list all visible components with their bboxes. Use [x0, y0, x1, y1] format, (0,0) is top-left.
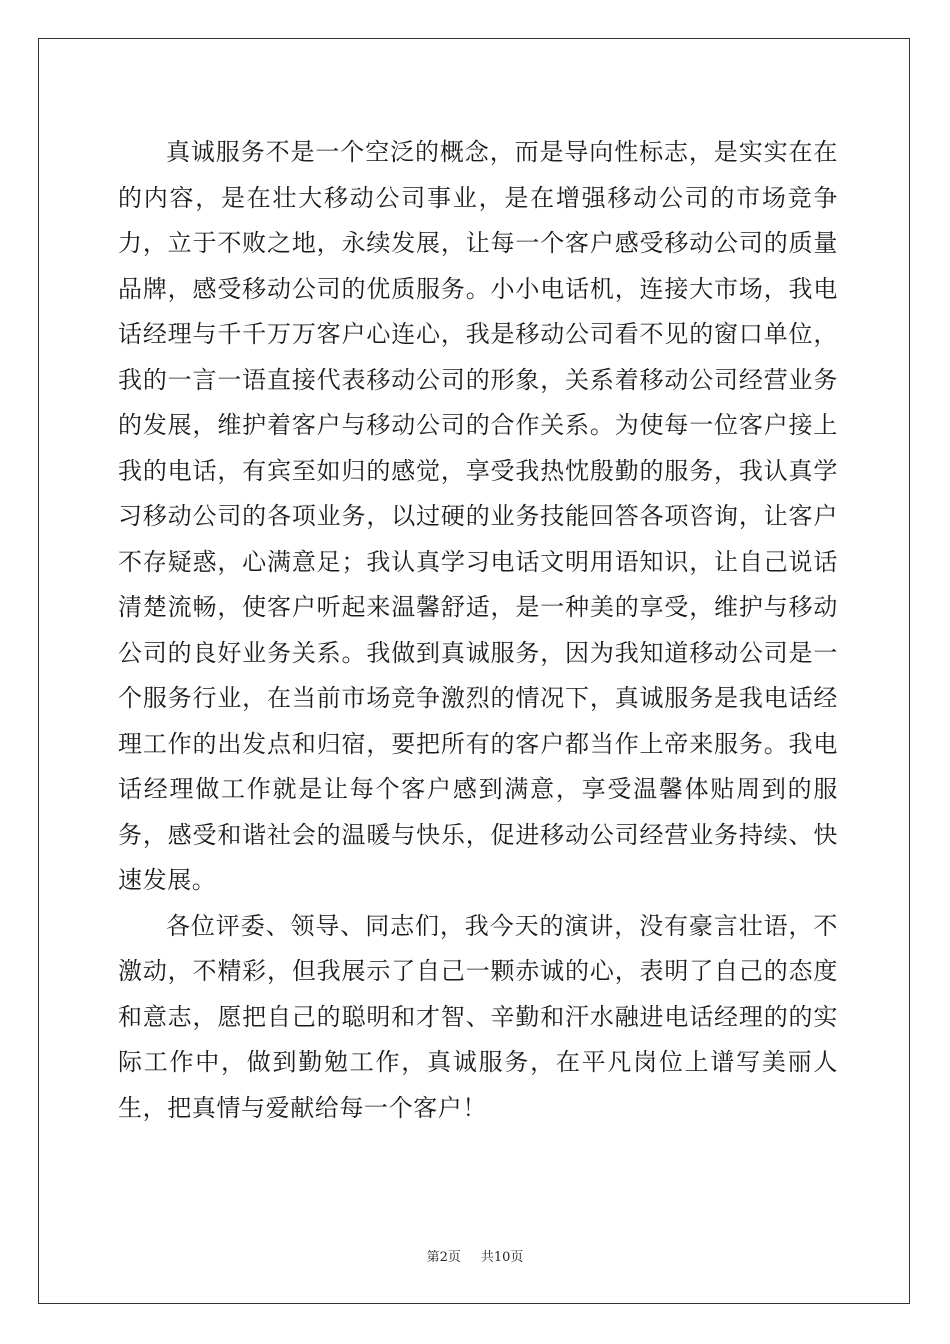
page-number: 第2页 — [426, 1250, 461, 1265]
page-footer — [0, 1246, 950, 1265]
paragraph-1: 真诚服务不是一个空泛的概念，而是导向性标志，是实实在在的内容，是在壮大移动公司事业，是在增强移动公司的市场竞争力，立于不败之地，永续发展，让每一个客户感受移动公司的质量品牌，感受移动公司的优质服务。小小电话机，连接大市场，我电话经理与千千万万客户心连心，我是移动公司看不见的窗口单位，我的一言一语直接代表移动公司的形象，关系着移动公司经营业务的发展，维护着客户与移动公司的合作关系。为使每一位客户接上我的电话，有宾至如归的感觉，享受我热忱殷勤的服务，我认真学习移动公司的各项业务，以过硬的业务技能回答各项咨询，让客户不存疑惑，心满意足；我认真学习电话文明用语知识，让自己说话清楚流畅，使客户听起来温馨舒适，是一种美的享受，维护与移动公司的良好业务关系。我做到真诚服务，因为我知道移动公司是一个服务行业，在当前市场竞争激烈的情况下，真诚服务是我电话经理工作的出发点和归宿，要把所有的客户都当作上帝来服务。我电话经理做工作就是让每个客户感到满意，享受温馨体贴周到的服务，感受和谐社会的温暖与快乐，促进移动公司经营业务持续、快速发展。 — [118, 138, 838, 894]
paragraph-2: 各位评委、领导、同志们，我今天的演讲，没有豪言壮语，不激动，不精彩，但我展示了自己一颗赤诚的心，表明了自己的态度和意志，愿把自己的聪明和才智、辛勤和汗水融进电话经理的的实际工作中，做到勤勉工作，真诚服务，在平凡岗位上谱写美丽人生，把真情与爱献给每一个客户！ — [118, 911, 838, 1122]
page-total: 共10页 — [480, 1250, 524, 1265]
document-body — [118, 130, 838, 1131]
